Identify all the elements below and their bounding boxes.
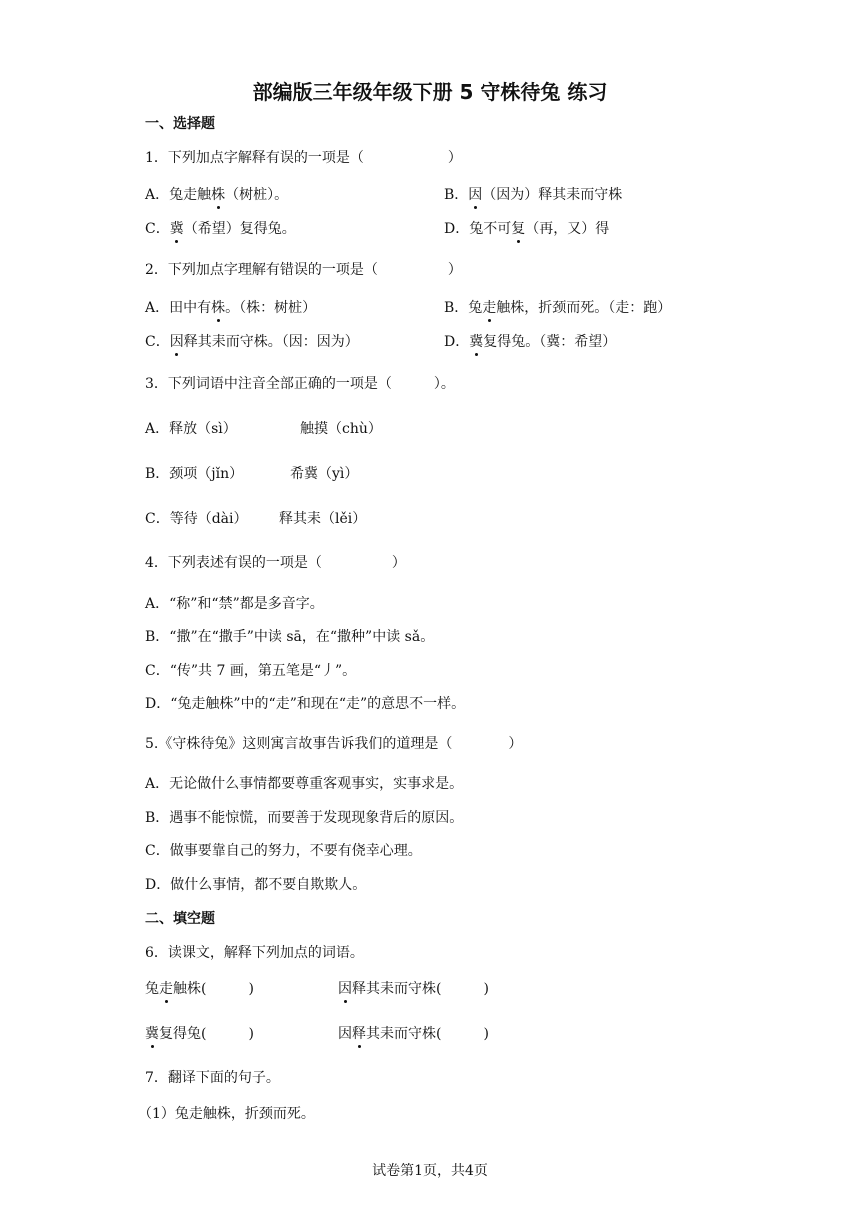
- option-text: 释其耒而守株。（因：因为）: [183, 334, 359, 350]
- question-1-option-c: [145, 218, 296, 238]
- item-text: 兔: [145, 981, 159, 997]
- dotted-char: 因: [468, 184, 482, 204]
- item-text: 因: [338, 1026, 352, 1042]
- option-text: （希望）复得兔。: [183, 221, 296, 237]
- dotted-char: 复: [511, 218, 525, 238]
- question-4-option-c: C．“传”共 7 画，第五笔是“丿”。: [145, 663, 357, 679]
- dotted-char: 走: [159, 978, 173, 998]
- option-text: 复得兔。（冀：希望）: [483, 334, 617, 350]
- question-1-option-a: [145, 184, 288, 204]
- option-text: D．兔不可: [444, 221, 512, 237]
- item-text: 触株( ): [173, 981, 254, 997]
- option-text: B．兔: [444, 300, 483, 316]
- question-3-option-a-word-2: 触摸（chù）: [300, 421, 382, 437]
- question-2-stem: 2．下列加点字理解有错误的一项是（ ）: [145, 262, 462, 278]
- dotted-char: 走: [482, 297, 496, 317]
- question-6-stem: 6．读课文，解释下列加点的词语。: [145, 945, 364, 961]
- question-4-stem: 4．下列表述有误的一项是（ ）: [145, 555, 406, 571]
- dotted-char: 冀: [170, 218, 184, 238]
- question-7-stem: 7．翻译下面的句子。: [145, 1070, 280, 1086]
- option-text: C．: [145, 334, 170, 350]
- option-text: C．: [145, 221, 170, 237]
- question-3-stem: 3．下列词语中注音全部正确的一项是（ ）。: [145, 376, 455, 392]
- option-text: B．: [444, 187, 469, 203]
- question-5-stem: 5.《守株待兔》这则寓言故事告诉我们的道理是（ ）: [145, 736, 523, 752]
- question-3-option-b-word-2: 希冀（yì）: [290, 466, 359, 482]
- question-6-item-4: [338, 1023, 489, 1043]
- question-5-option-c: C．做事要靠自己的努力，不要有侥幸心理。: [145, 843, 422, 859]
- question-1-option-d: [444, 218, 609, 238]
- dotted-char: 释: [352, 1023, 366, 1043]
- question-1-option-b: [444, 184, 622, 204]
- question-3-option-c-word-1: C．等待（dài）: [145, 511, 248, 527]
- question-2-option-c: [145, 331, 359, 351]
- page-title: 部编版三年级年级下册 5 守株待兔 练习: [252, 80, 608, 104]
- option-text: 触株，折颈而死。（走：跑）: [496, 300, 672, 316]
- item-text: 复得兔( ): [159, 1026, 254, 1042]
- dotted-char: 冀: [145, 1023, 159, 1043]
- page-footer: 试卷第1页，共4页: [372, 1163, 488, 1179]
- dotted-char: 株: [211, 184, 225, 204]
- question-4-option-b: B．“撒”在“撒手”中读 sā，在“撒种”中读 sǎ。: [145, 629, 435, 645]
- option-text: （再，又）得: [525, 221, 610, 237]
- question-2-option-a: [145, 297, 316, 317]
- item-text: 其耒而守株( ): [366, 1026, 489, 1042]
- dotted-char: 因: [170, 331, 184, 351]
- question-6-item-1: [145, 978, 254, 998]
- option-text: （树桩）。: [225, 187, 289, 203]
- option-text: A．兔走触: [145, 187, 212, 203]
- question-3-option-b-word-1: B．颈项（jǐn）: [145, 466, 244, 482]
- question-7-subitem-1: （1）兔走触株，折颈而死。: [138, 1106, 315, 1122]
- option-text: 。（株：树桩）: [225, 300, 317, 316]
- question-3-option-a-word-1: A．释放（sì）: [145, 421, 237, 437]
- question-5-option-a: A．无论做什么事情都要尊重客观事实，实事求是。: [145, 776, 464, 792]
- question-6-item-2: [338, 978, 489, 998]
- option-text: （因为）释其耒而守株: [482, 187, 623, 203]
- dotted-char: 冀: [469, 331, 483, 351]
- dotted-char: 株: [211, 297, 225, 317]
- section-heading-choice: 一、选择题: [145, 116, 215, 132]
- question-2-option-d: [444, 331, 616, 351]
- question-2-option-b: [444, 297, 671, 317]
- question-1-stem: 1．下列加点字解释有误的一项是（ ）: [145, 150, 462, 166]
- question-6-item-3: [145, 1023, 254, 1043]
- section-heading-fill: 二、填空题: [145, 911, 215, 927]
- question-5-option-b: B．遇事不能惊慌，而要善于发现现象背后的原因。: [145, 810, 464, 826]
- item-text: 释其耒而守株( ): [352, 981, 489, 997]
- question-5-option-d: D．做什么事情，都不要自欺欺人。: [145, 877, 367, 893]
- question-4-option-a: A．“称”和“禁”都是多音字。: [145, 596, 324, 612]
- option-text: D．: [444, 334, 470, 350]
- dotted-char: 因: [338, 978, 352, 998]
- option-text: A．田中有: [145, 300, 212, 316]
- question-4-option-d: D．“兔走触株”中的“走”和现在“走”的意思不一样。: [145, 696, 466, 712]
- question-3-option-c-word-2: 释其耒（lěi）: [279, 511, 367, 527]
